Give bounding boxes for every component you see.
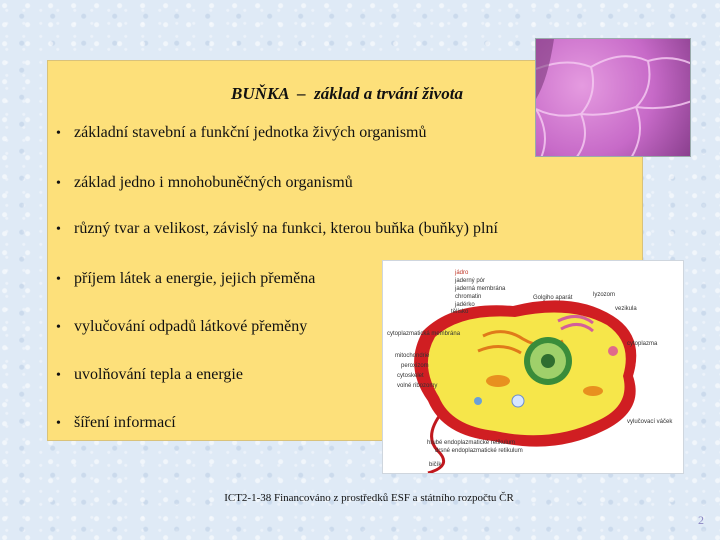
bullet-text: vylučování odpadů látkové přeměny [74,318,308,335]
list-item [56,220,498,238]
cell-diagram-panel [382,260,684,474]
label-golgi: Golgiho aparát [533,295,573,301]
label-smooth-er: drsné endoplazmatické retikulum [435,448,523,454]
label-cytoskeleton: cytoskelet [397,373,424,379]
list-item [56,318,307,336]
label-rough-er: hrubé endoplazmatické retikulum [427,440,516,446]
list-item [56,366,243,384]
bullet-glyph: • [56,272,61,287]
bullet-text: příjem látek a energie, jejich přeměna [74,270,316,287]
list-item [56,124,427,142]
bullet-glyph: • [56,176,61,191]
animal-cell-diagram [383,261,683,473]
bullet-glyph: • [56,222,61,237]
label-chromatin: chromatin [455,294,482,300]
label-nuclear-pore: jaderný pór [455,278,486,284]
mitochondrion-shape [486,375,510,387]
slide-title: BUŇKA – základ a trvání života [231,84,463,103]
bullet-glyph: • [56,368,61,383]
bullet-text: základní stavební a funkční jednotka živých organismů [74,124,427,141]
bullet-glyph: • [56,320,61,335]
label-nuclear-membrane: jaderná membrána [455,286,506,292]
list-item [56,270,315,288]
label-vesicle: vezikula [615,306,637,312]
label-centriole: tělísko [451,309,469,315]
list-item [56,414,176,432]
label-flagellum: bičík [429,462,442,468]
page-number: 2 [698,513,704,527]
bullet-text: šíření informací [74,414,176,431]
nucleolus-shape [541,354,555,368]
label-lysosome: lyzozom [593,292,616,298]
bullet-text: různý tvar a velikost, závislý na funkci, kterou buňka (buňky) plní [74,220,498,237]
bullet-text: základ jedno i mnohobuněčných organismů [74,174,353,191]
mitochondrion-shape-2 [583,386,603,396]
lysosome-shape [608,346,618,356]
vacuole-shape [512,395,524,407]
list-item [56,174,353,192]
bullet-glyph: • [56,416,61,431]
bullet-glyph: • [56,126,61,141]
bullet-text: uvolňování tepla a energie [74,366,243,383]
peroxisome-shape [474,397,482,405]
label-ribosomes: volné ribozomy [397,383,438,389]
label-nucleus: jádro [455,270,469,276]
label-vacuole: vylučovací váček [627,419,673,425]
label-mitochondria: mitochondrie [395,353,430,359]
label-cytoplasm: cytoplazma [627,341,658,347]
label-nucleolus: jadérko [455,302,475,308]
label-membrane: cytoplazmatická membrána [387,331,461,337]
label-peroxisome: peroxizom [401,363,429,369]
footer-text: ICT2-1-38 Financováno z prostředků ESF a státního rozpočtu ČR [224,492,514,504]
